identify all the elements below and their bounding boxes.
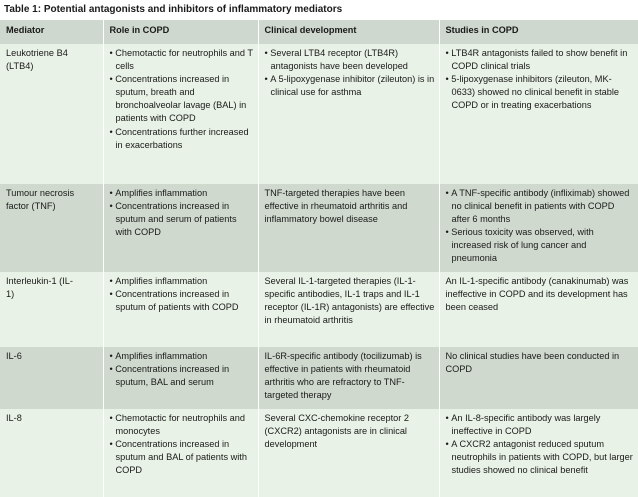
- mediator-cell: [0, 272, 103, 347]
- mediator-cell: [0, 347, 103, 409]
- mediator-name: Tumour necrosis: [6, 188, 75, 198]
- table-row: [0, 184, 638, 272]
- bullet-item: • Amplifies inflammation: [110, 275, 254, 288]
- bullet-item: • Concentrations increased in sputum, BAL and serum: [110, 363, 254, 389]
- clinical-cell: Several CXC-chemokine receptor 2 (CXCR2) antagonists are in clinical development: [258, 409, 439, 497]
- role-cell: [103, 409, 258, 497]
- bullet-item: • Concentrations further increased in exacerbations: [110, 126, 254, 152]
- mediator-name: factor (TNF): [6, 201, 56, 212]
- bullet-item: • A 5-lipoxygenase inhibitor (zileuton) is in clinical use for asthma: [265, 73, 435, 99]
- bullet-item: • Concentrations increased in sputum, breath and bronchoalveolar lavage (BAL) in patients with COPD: [110, 73, 254, 125]
- studies-cell: [439, 409, 638, 497]
- studies-cell: No clinical studies have been conducted in COPD: [439, 347, 638, 409]
- bullet-item: • Several LTB4 receptor (LTB4R) antagonists have been developed: [265, 47, 435, 73]
- studies-cell: [439, 184, 638, 272]
- mediator-name: IL-8: [6, 413, 22, 423]
- column-header: Studies in COPD: [439, 20, 638, 44]
- clinical-cell: [258, 44, 439, 184]
- role-cell: [103, 347, 258, 409]
- bullet-item: • Amplifies inflammation: [110, 350, 254, 363]
- mediator-cell: [0, 409, 103, 497]
- column-header: Mediator: [0, 20, 103, 44]
- bullet-item: • A CXCR2 antagonist reduced sputum neutrophils in patients with COPD, but larger studies showed no clinical benefit: [446, 438, 634, 477]
- bullet-item: • Chemotactic for neutrophils and monocytes: [110, 412, 254, 438]
- bullet-item: • Amplifies inflammation: [110, 187, 254, 200]
- bullet-item: • Concentrations increased in sputum of patients with COPD: [110, 288, 254, 314]
- mediator-name: IL-6: [6, 351, 22, 361]
- header-row: [0, 20, 638, 44]
- table-title: Table 1: Potential antagonists and inhibitors of inflammatory mediators: [4, 4, 343, 15]
- bullet-item: • 5-lipoxygenase inhibitors (zileuton, MK-0633) showed no clinical benefit in stable COPD or in treating exacerbations: [446, 73, 634, 112]
- clinical-cell: Several IL-1-targeted therapies (IL-1-specific antibodies, IL-1 traps and IL-1 receptor (IL-1R) antagonists) are effective in rheumatoid arthritis: [258, 272, 439, 347]
- mediator-cell: [0, 44, 103, 184]
- role-cell: [103, 44, 258, 184]
- bullet-item: • Concentrations increased in sputum and serum of patients with COPD: [110, 200, 254, 239]
- bullet-item: • Serious toxicity was observed, with increased risk of lung cancer and pneumonia: [446, 226, 634, 265]
- mediator-name: (LTB4): [6, 61, 34, 72]
- mediators-table: [0, 20, 638, 497]
- table-row: [0, 347, 638, 409]
- bullet-item: • An IL-8-specific antibody was largely ineffective in COPD: [446, 412, 634, 438]
- bullet-item: • A TNF-specific antibody (infliximab) showed no clinical benefit in patients with COPD after 6 months: [446, 187, 634, 226]
- studies-cell: [439, 44, 638, 184]
- clinical-cell: IL-6R-specific antibody (tocilizumab) is effective in patients with rheumatoid arthritis who are refractory to TNF-targeted therapy: [258, 347, 439, 409]
- table-row: [0, 44, 638, 184]
- mediator-cell: [0, 184, 103, 272]
- role-cell: [103, 184, 258, 272]
- column-header: Role in COPD: [103, 20, 258, 44]
- table-row: [0, 272, 638, 347]
- bullet-item: • Concentrations increased in sputum and BAL of patients with COPD: [110, 438, 254, 477]
- mediator-name: 1): [6, 289, 15, 300]
- clinical-cell: TNF-targeted therapies have been effective in rheumatoid arthritis and inflammatory bowel disease: [258, 184, 439, 272]
- role-cell: [103, 272, 258, 347]
- bullet-item: • LTB4R antagonists failed to show benefit in COPD clinical trials: [446, 47, 634, 73]
- table-row: [0, 409, 638, 497]
- mediator-name: Interleukin-1 (IL-: [6, 276, 73, 286]
- column-header: Clinical development: [258, 20, 439, 44]
- studies-cell: An IL-1-specific antibody (canakinumab) was ineffective in COPD and its development has been ceased: [439, 272, 638, 347]
- mediator-name: Leukotriene B4: [6, 48, 68, 58]
- bullet-item: • Chemotactic for neutrophils and T cells: [110, 47, 254, 73]
